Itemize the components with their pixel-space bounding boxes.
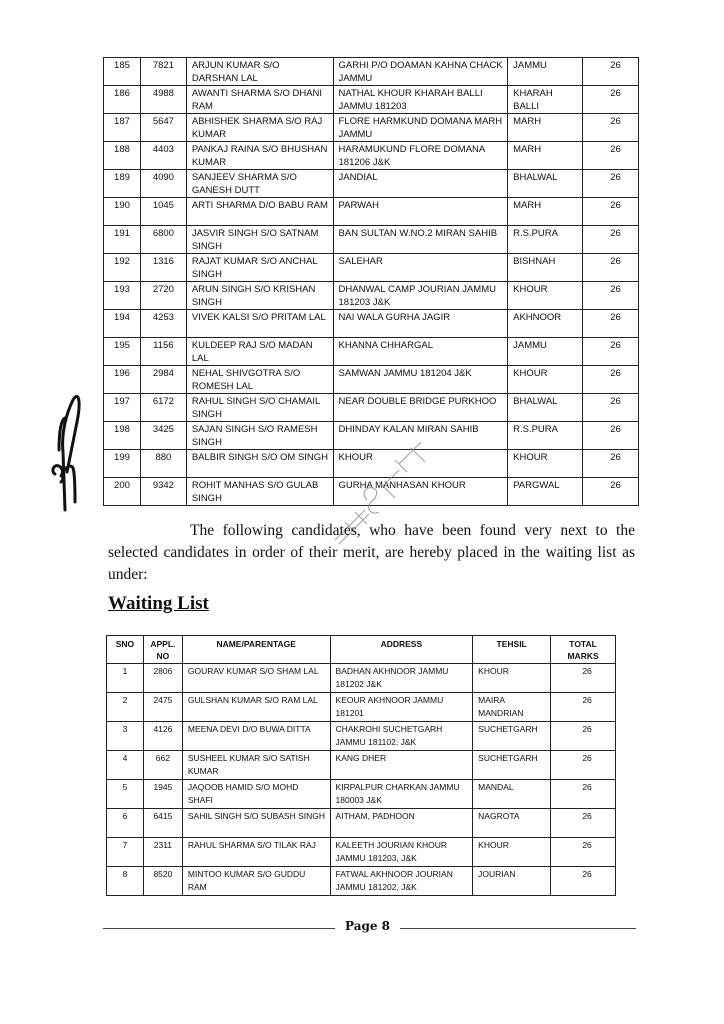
cell-appl-no: 2806 xyxy=(143,664,182,693)
cell-marks: 26 xyxy=(583,450,639,478)
table-row xyxy=(107,664,616,693)
cell-appl-no: 8520 xyxy=(143,867,182,896)
cell-address: HARAMUKUND FLORE DOMANA 181206 J&K xyxy=(333,142,508,170)
cell-marks: 26 xyxy=(551,867,616,896)
cell-tehsil: R.S.PURA xyxy=(508,422,583,450)
cell-name: ARUN SINGH S/O KRISHAN SINGH xyxy=(186,282,333,310)
cell-name: AWANTI SHARMA S/O DHANI RAM xyxy=(186,86,333,114)
table-row xyxy=(104,338,639,366)
cell-address: KHOUR xyxy=(333,450,508,478)
cell-appl-no: 4090 xyxy=(140,170,186,198)
cell-name: MINTOO KUMAR S/O GUDDU RAM xyxy=(182,867,330,896)
cell-appl-no: 7821 xyxy=(140,58,186,86)
cell-appl-no: 4253 xyxy=(140,310,186,338)
cell-marks: 26 xyxy=(583,478,639,506)
table-row xyxy=(107,751,616,780)
table-row xyxy=(104,310,639,338)
table-row xyxy=(107,693,616,722)
table-row xyxy=(104,282,639,310)
cell-sno: 188 xyxy=(104,142,141,170)
cell-marks: 26 xyxy=(583,142,639,170)
cell-sno: 4 xyxy=(107,751,144,780)
table-row xyxy=(104,254,639,282)
cell-sno: 3 xyxy=(107,722,144,751)
cell-tehsil: MARH xyxy=(508,142,583,170)
cell-appl-no: 5647 xyxy=(140,114,186,142)
cell-name: ABHISHEK SHARMA S/O RAJ KUMAR xyxy=(186,114,333,142)
header-address: ADDRESS xyxy=(330,636,473,664)
cell-marks: 26 xyxy=(551,838,616,867)
cell-sno: 197 xyxy=(104,394,141,422)
cell-tehsil: NAGROTA xyxy=(473,809,551,838)
cell-marks: 26 xyxy=(583,254,639,282)
cell-name: KULDEEP RAJ S/O MADAN LAL xyxy=(186,338,333,366)
cell-sno: 187 xyxy=(104,114,141,142)
cell-appl-no: 9342 xyxy=(140,478,186,506)
cell-sno: 6 xyxy=(107,809,144,838)
cell-name: MEENA DEVI D/O BUWA DITTA xyxy=(182,722,330,751)
cell-marks: 26 xyxy=(583,198,639,226)
cell-tehsil: MANDAL xyxy=(473,780,551,809)
cell-marks: 26 xyxy=(583,58,639,86)
cell-sno: 2 xyxy=(107,693,144,722)
cell-sno: 199 xyxy=(104,450,141,478)
table-row xyxy=(107,722,616,751)
cell-appl-no: 2475 xyxy=(143,693,182,722)
cell-marks: 26 xyxy=(583,282,639,310)
cell-address: DHANWAL CAMP JOURIAN JAMMU 181203 J&K xyxy=(333,282,508,310)
table-row xyxy=(104,198,639,226)
cell-name: PANKAJ RAINA S/O BHUSHAN KUMAR xyxy=(186,142,333,170)
cell-sno: 200 xyxy=(104,478,141,506)
cell-sno: 1 xyxy=(107,664,144,693)
cell-name: SANJEEV SHARMA S/O GANESH DUTT xyxy=(186,170,333,198)
footer-rule-left xyxy=(103,928,335,929)
cell-sno: 196 xyxy=(104,366,141,394)
table-row xyxy=(104,114,639,142)
cell-address: KIRPALPUR CHARKAN JAMMU 180003 J&K xyxy=(330,780,473,809)
cell-appl-no: 1045 xyxy=(140,198,186,226)
cell-marks: 26 xyxy=(583,170,639,198)
cell-address: KHANNA CHHARGAL xyxy=(333,338,508,366)
header-total-marks: TOTAL MARKS xyxy=(551,636,616,664)
cell-address: SALEHAR xyxy=(333,254,508,282)
cell-name: SAJAN SINGH S/O RAMESH SINGH xyxy=(186,422,333,450)
table-row xyxy=(104,226,639,254)
cell-address: KALEETH JOURIAN KHOUR JAMMU 181203, J&K xyxy=(330,838,473,867)
cell-name: SAHIL SINGH S/O SUBASH SINGH xyxy=(182,809,330,838)
cell-marks: 26 xyxy=(551,751,616,780)
waiting-list-intro-paragraph xyxy=(108,520,635,586)
cell-marks: 26 xyxy=(551,809,616,838)
table-row xyxy=(107,867,616,896)
cell-appl-no: 1945 xyxy=(143,780,182,809)
cell-marks: 26 xyxy=(583,338,639,366)
cell-name: VIVEK KALSI S/O PRITAM LAL xyxy=(186,310,333,338)
cell-tehsil: JOURIAN xyxy=(473,867,551,896)
table-row xyxy=(104,366,639,394)
cell-marks: 26 xyxy=(583,226,639,254)
page-footer xyxy=(103,918,639,938)
cell-address: SAMWAN JAMMU 181204 J&K xyxy=(333,366,508,394)
table-row xyxy=(107,838,616,867)
table-row xyxy=(104,170,639,198)
header-appl-no: APPL. NO xyxy=(143,636,182,664)
cell-address: KANG DHER xyxy=(330,751,473,780)
cell-tehsil: AKHNOOR xyxy=(508,310,583,338)
cell-address: FLORE HARMKUND DOMANA MARH JAMMU xyxy=(333,114,508,142)
cell-appl-no: 4988 xyxy=(140,86,186,114)
cell-sno: 191 xyxy=(104,226,141,254)
cell-address: GARHI P/O DOAMAN KAHNA CHACK JAMMU xyxy=(333,58,508,86)
signature-icon xyxy=(45,392,85,512)
page-number: Page 8 xyxy=(345,919,391,933)
cell-appl-no: 662 xyxy=(143,751,182,780)
cell-name: SUSHEEL KUMAR S/O SATISH KUMAR xyxy=(182,751,330,780)
cell-address: BADHAN AKHNOOR JAMMU 181202 J&K xyxy=(330,664,473,693)
cell-appl-no: 2311 xyxy=(143,838,182,867)
cell-sno: 198 xyxy=(104,422,141,450)
cell-tehsil: SUCHETGARH xyxy=(473,722,551,751)
cell-tehsil: BISHNAH xyxy=(508,254,583,282)
cell-marks: 26 xyxy=(583,422,639,450)
cell-marks: 26 xyxy=(583,394,639,422)
cell-tehsil: PARGWAL xyxy=(508,478,583,506)
cell-tehsil: KHOUR xyxy=(473,838,551,867)
cell-name: RAHUL SINGH S/O CHAMAIL SINGH xyxy=(186,394,333,422)
cell-address: KEOUR AKHNOOR JAMMU 181201 xyxy=(330,693,473,722)
cell-name: ROHIT MANHAS S/O GULAB SINGH xyxy=(186,478,333,506)
cell-marks: 26 xyxy=(583,366,639,394)
cell-marks: 26 xyxy=(583,114,639,142)
table-row xyxy=(104,86,639,114)
cell-tehsil: KHOUR xyxy=(508,366,583,394)
header-name: NAME/PARENTAGE xyxy=(182,636,330,664)
cell-sno: 192 xyxy=(104,254,141,282)
cell-marks: 26 xyxy=(583,86,639,114)
cell-appl-no: 1316 xyxy=(140,254,186,282)
cell-name: JAQOOB HAMID S/O MOHD SHAFI xyxy=(182,780,330,809)
cell-appl-no: 4126 xyxy=(143,722,182,751)
cell-appl-no: 1156 xyxy=(140,338,186,366)
cell-address: GURHA MANHASAN KHOUR xyxy=(333,478,508,506)
cell-appl-no: 2720 xyxy=(140,282,186,310)
waiting-list-header-row xyxy=(107,636,616,664)
cell-name: GOURAV KUMAR S/O SHAM LAL xyxy=(182,664,330,693)
cell-tehsil: KHOUR xyxy=(473,664,551,693)
header-tehsil: TEHSIL xyxy=(473,636,551,664)
cell-sno: 190 xyxy=(104,198,141,226)
cell-sno: 5 xyxy=(107,780,144,809)
cell-appl-no: 6800 xyxy=(140,226,186,254)
cell-tehsil: SUCHETGARH xyxy=(473,751,551,780)
cell-name: GULSHAN KUMAR S/O RAM LAL xyxy=(182,693,330,722)
cell-sno: 185 xyxy=(104,58,141,86)
cell-name: RAHUL SHARMA S/O TILAK RAJ xyxy=(182,838,330,867)
cell-address: FATWAL AKHNOOR JOURIAN JAMMU 181202, J&K xyxy=(330,867,473,896)
waiting-list-table xyxy=(106,635,616,896)
cell-tehsil: JAMMU xyxy=(508,338,583,366)
cell-appl-no: 4403 xyxy=(140,142,186,170)
cell-tehsil: R.S.PURA xyxy=(508,226,583,254)
cell-tehsil: JAMMU xyxy=(508,58,583,86)
table-row xyxy=(107,780,616,809)
cell-name: JASVIR SINGH S/O SATNAM SINGH xyxy=(186,226,333,254)
footer-rule-right xyxy=(400,928,636,929)
cell-address: DHINDAY KALAN MIRAN SAHIB xyxy=(333,422,508,450)
cell-name: NEHAL SHIVGOTRA S/O ROMESH LAL xyxy=(186,366,333,394)
header-sno: SNO xyxy=(107,636,144,664)
cell-appl-no: 880 xyxy=(140,450,186,478)
cell-address: AITHAM, PADHOON xyxy=(330,809,473,838)
cell-marks: 26 xyxy=(551,693,616,722)
cell-address: BAN SULTAN W.NO.2 MIRAN SAHIB xyxy=(333,226,508,254)
table-row xyxy=(104,394,639,422)
cell-tehsil: MAIRA MANDRIAN xyxy=(473,693,551,722)
cell-address: PARWAH xyxy=(333,198,508,226)
cell-tehsil: MARH xyxy=(508,114,583,142)
cell-name: RAJAT KUMAR S/O ANCHAL SINGH xyxy=(186,254,333,282)
cell-sno: 8 xyxy=(107,867,144,896)
cell-sno: 194 xyxy=(104,310,141,338)
cell-appl-no: 6172 xyxy=(140,394,186,422)
cell-appl-no: 6415 xyxy=(143,809,182,838)
cell-name: ARJUN KUMAR S/O DARSHAN LAL xyxy=(186,58,333,86)
cell-sno: 193 xyxy=(104,282,141,310)
cell-marks: 26 xyxy=(551,722,616,751)
cell-sno: 7 xyxy=(107,838,144,867)
cell-tehsil: MARH xyxy=(508,198,583,226)
cell-marks: 26 xyxy=(551,664,616,693)
cell-sno: 189 xyxy=(104,170,141,198)
cell-name: ARTI SHARMA D/O BABU RAM xyxy=(186,198,333,226)
cell-tehsil: KHARAH BALLI xyxy=(508,86,583,114)
intro-text: The following candidates, who have been found very next to the selected candidates in order of their merit, are hereby placed in the waiting list as under: xyxy=(108,522,635,583)
table-row xyxy=(107,809,616,838)
cell-tehsil: KHOUR xyxy=(508,282,583,310)
cell-tehsil: KHOUR xyxy=(508,450,583,478)
cell-appl-no: 2984 xyxy=(140,366,186,394)
cell-address: NEAR DOUBLE BRIDGE PURKHOO xyxy=(333,394,508,422)
cell-address: JANDIAL xyxy=(333,170,508,198)
cell-address: CHAKROHI SUCHETGARH JAMMU 181102, J&K xyxy=(330,722,473,751)
cell-address: NAI WALA GURHA JAGIR xyxy=(333,310,508,338)
cell-sno: 195 xyxy=(104,338,141,366)
cell-tehsil: BHALWAL xyxy=(508,394,583,422)
cell-appl-no: 3425 xyxy=(140,422,186,450)
cell-sno: 186 xyxy=(104,86,141,114)
cell-tehsil: BHALWAL xyxy=(508,170,583,198)
table-row xyxy=(104,58,639,86)
waiting-list-heading: Waiting List xyxy=(108,593,209,614)
cell-name: BALBIR SINGH S/O OM SINGH xyxy=(186,450,333,478)
cell-marks: 26 xyxy=(583,310,639,338)
table-row xyxy=(104,142,639,170)
cell-marks: 26 xyxy=(551,780,616,809)
cell-address: NATHAL KHOUR KHARAH BALLI JAMMU 181203 xyxy=(333,86,508,114)
